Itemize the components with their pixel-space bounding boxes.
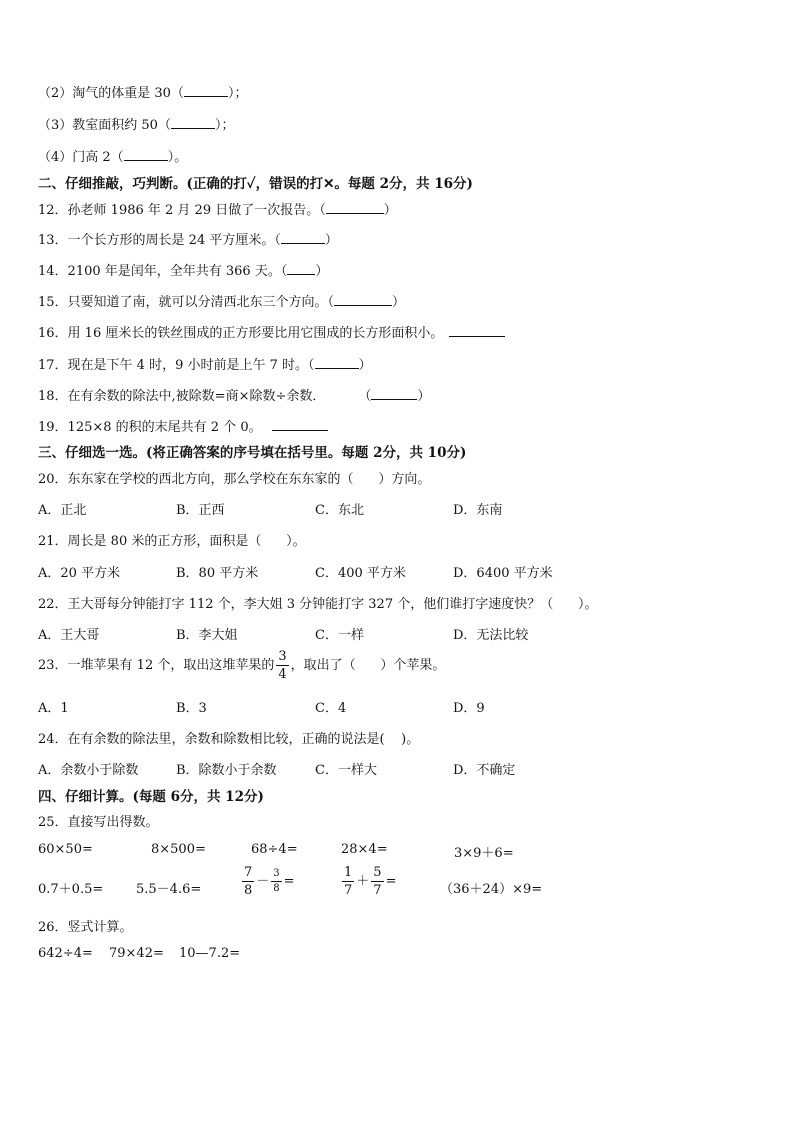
unit-text: （2）淘气的体重是 30（ — [38, 86, 184, 101]
answer-blank[interactable] — [315, 356, 359, 369]
answer-blank[interactable] — [124, 148, 168, 161]
judge-item-16: 16．用 16 厘米长的铁丝围成的正方形要比用它围成的长方形面积小。 — [38, 322, 505, 341]
judge-item-17: 17．现在是下午 4 时，9 小时前是上午 7 时。（ ） — [38, 358, 372, 373]
calc-expression: 5.5－4.6= — [136, 882, 202, 897]
fraction: $\frac{1}{7}$ — [344, 865, 353, 898]
answer-blank[interactable] — [449, 324, 505, 337]
calc-question-25: 25．直接写出得数。 — [38, 815, 159, 830]
option-a[interactable]: A．正北 — [38, 503, 87, 518]
choice-question-22: 22．王大哥每分钟能打字 112 个，李大姐 3 分钟能打字 327 个，他们谁打字速度快？（ ）。 — [38, 597, 598, 612]
unit-item-2: （2）淘气的体重是 30（ ）； — [38, 86, 248, 101]
fraction: $\frac{3}{8}$ — [273, 868, 280, 894]
answer-blank[interactable] — [287, 262, 315, 275]
answer-blank[interactable] — [334, 293, 392, 306]
option-d[interactable]: D．无法比较 — [453, 628, 529, 643]
option-a[interactable]: A．1 — [38, 701, 69, 716]
option-c[interactable]: C．4 — [315, 701, 347, 716]
section-2-heading: 二、仔细推敲，巧判断。(正确的打✓，错误的打✕。每题 2分，共 16分) — [38, 176, 473, 192]
fraction-addition: $\frac{1}{7}$ ＋ $\frac{5}{7}$ = — [344, 865, 397, 898]
calc-expression: （36＋24）×9= — [440, 882, 543, 897]
choice-question-20: 20．东东家在学校的西北方向，那么学校在东东家的（ ）方向。 — [38, 472, 431, 487]
unit-text: （3）教室面积约 50（ — [38, 118, 171, 133]
answer-blank[interactable] — [281, 231, 325, 244]
option-b[interactable]: B．正西 — [176, 503, 225, 518]
calc-question-26: 26．竖式计算。 — [38, 920, 133, 935]
judge-item-14: 14．2100 年是闰年，全年共有 366 天。（ ） — [38, 264, 329, 279]
option-c[interactable]: C．东北 — [315, 503, 364, 518]
fraction: $\frac{7}{8}$ — [244, 865, 253, 898]
option-c[interactable]: C．一样大 — [315, 763, 377, 778]
option-b[interactable]: B．80 平方米 — [176, 566, 259, 581]
option-d[interactable]: D．6400 平方米 — [453, 566, 553, 581]
judge-item-12: 12．孙老师 1986 年 2 月 29 日做了一次报告。（ ） — [38, 203, 397, 218]
answer-blank[interactable] — [371, 387, 417, 400]
calc-expression: 79×42= — [109, 946, 164, 961]
judge-item-18: 18．在有余数的除法中,被除数=商×除数÷余数． （ ） — [38, 389, 431, 404]
option-a[interactable]: A．王大哥 — [38, 628, 100, 643]
calc-expression: 60×50= — [38, 842, 93, 857]
option-c[interactable]: C．一样 — [315, 628, 364, 643]
option-a[interactable]: A．20 平方米 — [38, 566, 121, 581]
section-4-heading: 四、仔细计算。(每题 6分，共 12分) — [38, 789, 264, 805]
calc-expression: 0.7＋0.5= — [38, 882, 104, 897]
option-b[interactable]: B．李大姐 — [176, 628, 238, 643]
calc-expression: 68÷4= — [251, 842, 298, 857]
judge-item-15: 15．只要知道了南，就可以分清西北东三个方向。（ ） — [38, 295, 406, 310]
calc-expression: 3×9＋6= — [454, 846, 514, 861]
answer-blank[interactable] — [171, 116, 215, 129]
option-b[interactable]: B．除数小于余数 — [176, 763, 277, 778]
calc-expression: 10—7.2= — [179, 946, 241, 961]
calc-expression: 28×4= — [341, 842, 388, 857]
option-b[interactable]: B．3 — [176, 701, 207, 716]
judge-item-13: 13．一个长方形的周长是 24 平方厘米。（ ） — [38, 233, 338, 248]
unit-text: （4）门高 2（ — [38, 150, 124, 165]
option-c[interactable]: C．400 平方米 — [315, 566, 406, 581]
answer-blank[interactable] — [272, 418, 328, 431]
option-d[interactable]: D．不确定 — [453, 763, 516, 778]
fraction-subtraction: $\frac{7}{8}$ － $\frac{3}{8}$ = — [244, 865, 295, 898]
unit-item-3: （3）教室面积约 50（ ）； — [38, 118, 235, 133]
calc-expression: 642÷4= — [38, 946, 93, 961]
fraction: $\frac{5}{7}$ — [373, 865, 382, 898]
answer-blank[interactable] — [184, 84, 228, 97]
choice-question-24: 24．在有余数的除法里，余数和除数相比较，正确的说法是( )。 — [38, 732, 420, 747]
option-d[interactable]: D．9 — [453, 701, 485, 716]
option-d[interactable]: D．东南 — [453, 503, 503, 518]
answer-blank[interactable] — [326, 201, 384, 214]
unit-item-4: （4）门高 2（ ）。 — [38, 150, 188, 165]
calc-expression: 8×500= — [151, 842, 206, 857]
fraction-three-quarters: $\frac{3}{4}$ — [278, 649, 287, 682]
choice-question-21: 21．周长是 80 米的正方形，面积是（ ）。 — [38, 534, 306, 549]
option-a[interactable]: A．余数小于除数 — [38, 763, 139, 778]
choice-question-23: 23．一堆苹果有 12 个，取出这堆苹果的 $\frac{3}{4}$ ，取出了（ ）个苹果。 — [38, 649, 446, 682]
judge-item-19: 19．125×8 的积的末尾共有 2 个 0。 — [38, 416, 328, 435]
section-3-heading: 三、仔细选一选。(将正确答案的序号填在括号里。每题 2分，共 10分) — [38, 445, 467, 461]
